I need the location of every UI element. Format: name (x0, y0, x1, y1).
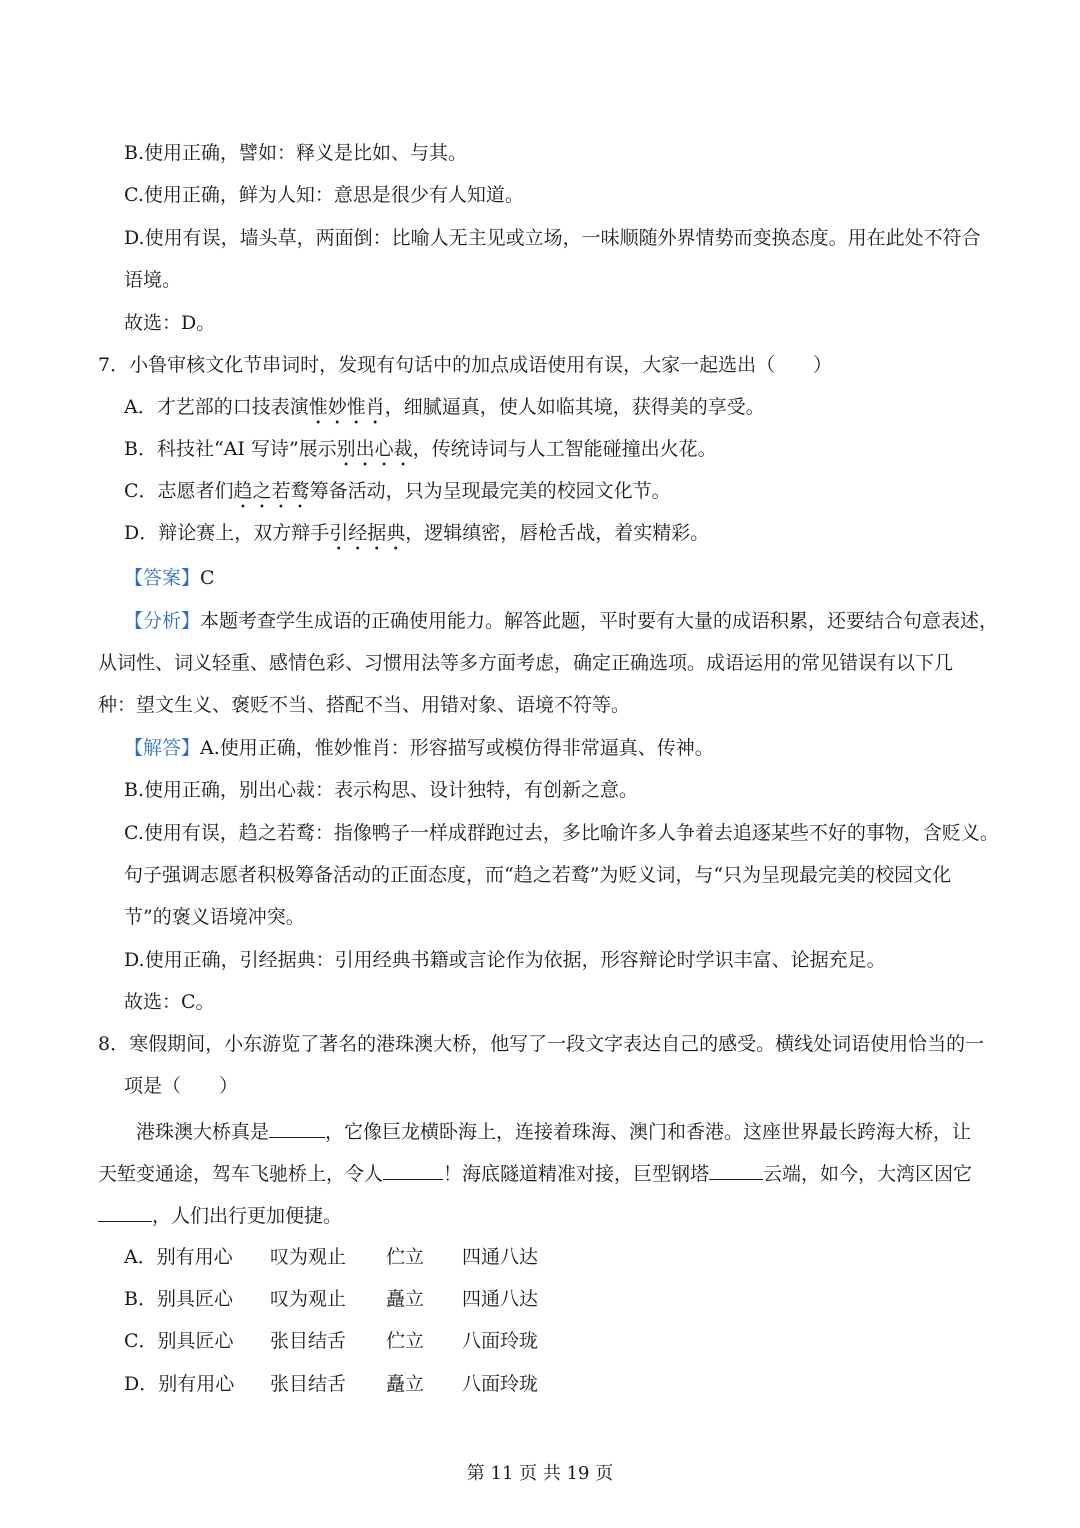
q7-solution-a (124, 735, 714, 761)
q7-analysis-3: 种：望文生义、褒贬不当、搭配不当、用错对象、语境不符等。 (98, 694, 631, 716)
q7-solution-c3: 节”的褒义语境冲突。 (124, 906, 305, 928)
analysis-text: 本题考查学生成语的正确使用能力。解答此题，平时要有大量的成语积累，还要结合句意表述， (200, 610, 999, 632)
q7-a-post: ，细腻逼真，使人如临其境，获得美的享受。 (384, 396, 765, 418)
blank-2 (383, 1159, 443, 1180)
solution-a-text: A.使用正确，惟妙惟肖：形容描写或模仿得非常逼真、传神。 (200, 737, 714, 759)
q8-passage-3 (98, 1201, 342, 1229)
blank-4 (98, 1201, 152, 1222)
q8-p2c: 云端，如今，大湾区因它 (763, 1163, 973, 1185)
q8-c-label: C．别具匠心 (124, 1330, 234, 1352)
top-line-c: C.使用正确，鲜为人知：意思是很少有人知道。 (124, 184, 524, 206)
q7-option-b (124, 436, 717, 471)
q8-p1b: ，它像巨龙横卧海上，连接着珠海、澳门和香港。这座世界最长跨海大桥，让 (325, 1121, 972, 1143)
top-line-d-cont: 语境。 (124, 269, 182, 291)
solution-tag: 【解答】 (124, 737, 201, 759)
top-line-b: B.使用正确，譬如：释义是比如、与其。 (124, 142, 468, 164)
answer-tag: 【答案】 (124, 567, 201, 589)
q8-p1a: 港珠澳大桥真是 (136, 1121, 270, 1143)
q8-passage-1 (136, 1117, 971, 1145)
q7-b-post: ，传统诗词与人工智能碰撞出火花。 (412, 438, 717, 460)
q7-analysis-2: 从词性、词义轻重、感情色彩、习惯用法等多方面考虑，确定正确选项。成语运用的常见错误有以下几 (98, 652, 954, 674)
blank-3 (709, 1159, 763, 1180)
top-answer: 故选：D。 (124, 312, 216, 334)
q8-c-w3: 伫立 (386, 1330, 425, 1352)
q8-a-w2: 叹为观止 (270, 1246, 347, 1268)
q8-p2a: 天堑变通途，驾车飞驰桥上，令人 (98, 1163, 384, 1185)
q8-b-label: B．别具匠心 (124, 1288, 233, 1310)
q8-d-w2: 张目结舌 (270, 1373, 347, 1395)
analysis-tag: 【分析】 (124, 610, 201, 632)
top-line-d: D.使用有误，墙头草，两面倒：比喻人无主见或立场，一味顺随外界情势而变换态度。用在此处不符合 (124, 227, 981, 249)
q8-d-w3: 矗立 (386, 1373, 425, 1395)
q8-b-w3: 矗立 (386, 1288, 425, 1310)
q7-d-idiom: 引经据典 (329, 522, 406, 544)
q7-option-d (124, 520, 709, 555)
q8-b-w2: 叹为观止 (270, 1288, 347, 1310)
q8-b-w4: 四通八达 (462, 1288, 539, 1310)
q7-d-post: ，逻辑缜密，唇枪舌战，着实精彩。 (405, 522, 710, 544)
q8-a-w3: 伫立 (386, 1246, 425, 1268)
q7-b-idiom: 别出心裁 (336, 438, 413, 460)
q7-a-pre: A．才艺部的口技表演 (124, 396, 309, 418)
blank-1 (269, 1117, 325, 1138)
q7-c-pre: C．志愿者们 (124, 480, 234, 502)
q7-final: 故选：C。 (124, 991, 215, 1013)
q7-a-idiom: 惟妙惟肖 (308, 396, 385, 418)
q7-stem: 7．小鲁审核文化节串词时，发现有句话中的加点成语使用有误，大家一起选出（ ） (98, 354, 833, 376)
q7-option-c (124, 478, 671, 513)
q8-c-w2: 张目结舌 (270, 1330, 347, 1352)
q8-passage-2 (98, 1159, 972, 1187)
q7-solution-c2: 句子强调志愿者积极筹备活动的正面态度，而“趋之若鹜”为贬义词，与“只为呈现最完美的校园文化 (124, 864, 952, 886)
q8-stem-2: 项是（ ） (124, 1075, 239, 1097)
q8-p3: ，人们出行更加便捷。 (152, 1205, 343, 1227)
q8-p2b: ！海底隧道精准对接，巨型钢塔 (443, 1163, 710, 1185)
q7-option-a (124, 394, 765, 429)
q8-d-label: D．别有用心 (124, 1373, 235, 1395)
q7-analysis-1 (124, 608, 998, 634)
answer-value: C (200, 567, 215, 589)
q8-stem-1: 8．寒假期间，小东游览了著名的港珠澳大桥，他写了一段文字表达自己的感受。横线处词语使用恰当的一 (98, 1033, 985, 1055)
q7-answer (124, 565, 215, 591)
q7-solution-c: C.使用有误，趋之若鹜：指像鸭子一样成群跑过去，多比喻许多人争着去追逐某些不好的事物，含贬义。 (124, 822, 999, 844)
page-footer: 第 11 页 共 19 页 (466, 1463, 614, 1484)
q7-solution-b: B.使用正确，别出心裁：表示构思、设计独特，有创新之意。 (124, 779, 639, 801)
q8-a-label: A．别有用心 (124, 1246, 233, 1268)
q7-c-post: 筹备活动，只为呈现最完美的校园文化节。 (309, 480, 671, 502)
q7-b-pre: B．科技社“AI 写诗”展示 (124, 438, 337, 460)
q7-c-idiom: 趋之若鹜 (233, 480, 310, 502)
q8-a-w4: 四通八达 (462, 1246, 539, 1268)
q8-c-w4: 八面玲珑 (462, 1330, 539, 1352)
q7-solution-d: D.使用正确，引经据典：引用经典书籍或言论作为依据，形容辩论时学识丰富、论据充足。 (124, 949, 886, 971)
q8-d-w4: 八面玲珑 (462, 1373, 539, 1395)
q7-d-pre: D．辩论赛上，双方辩手 (124, 522, 330, 544)
